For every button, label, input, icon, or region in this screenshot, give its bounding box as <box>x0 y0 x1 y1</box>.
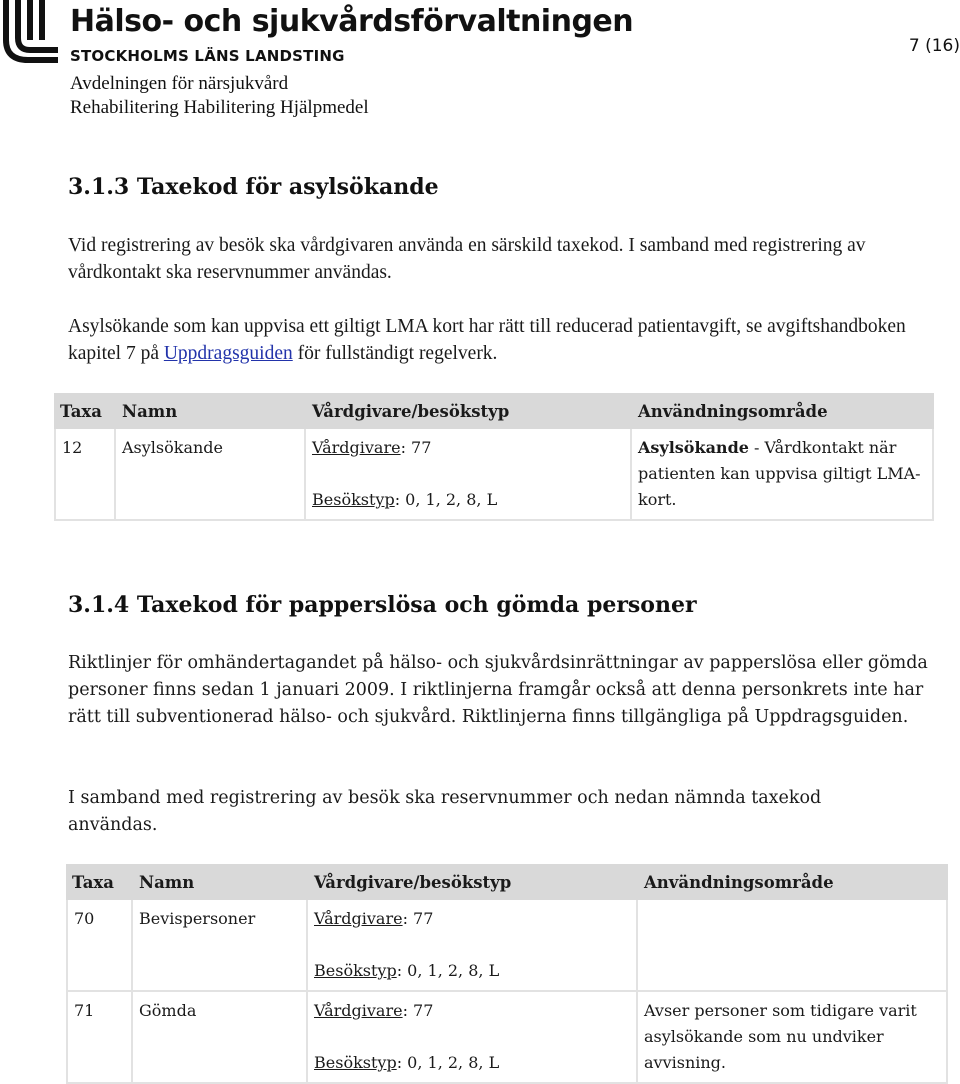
besokstyp-value: : 0, 1, 2, 8, L <box>394 490 498 509</box>
org-name: Hälso- och sjukvårdsförvaltningen <box>70 4 634 39</box>
table-row <box>66 992 948 1084</box>
cell-vardgivare <box>308 992 638 1084</box>
cell-taxa: 71 <box>66 992 133 1084</box>
section-314-paragraph-2: I samband med registrering av besök ska reservnummer och nedan nämnda taxekod användas. <box>68 788 822 835</box>
org-subtitle: STOCKHOLMS LÄNS LANDSTING <box>70 47 345 65</box>
header-vardgivare: Vårdgivare/besökstyp <box>306 393 632 429</box>
paragraph-text: för fullständigt regelverk. <box>292 343 498 364</box>
header-vardgivare: Vårdgivare/besökstyp <box>308 864 638 900</box>
header-namn: Namn <box>116 393 306 429</box>
department-block <box>70 72 369 120</box>
table-header-row <box>66 864 948 900</box>
header-taxa: Taxa <box>54 393 116 429</box>
besokstyp-value: : 0, 1, 2, 8, L <box>396 961 500 980</box>
paragraph-text: Asylsökande som kan uppvisa ett giltigt LMA kort har rätt till reducerad patientavgift, se avgiftshandboken kapitel 7 på <box>68 316 906 364</box>
section-313-paragraph-1: Vid registrering av besök ska vårdgivaren använda en särskild taxekod. I samband med registrering av vårdkontakt ska reservnummer användas. <box>68 235 866 283</box>
anvandning-text: - Vårdkontakt när patienten kan uppvisa giltigt LMA-kort. <box>638 438 921 509</box>
besokstyp-label: Besökstyp <box>312 490 395 509</box>
sll-logo-mark-icon <box>0 0 60 66</box>
cell-anvandningsomrade: Avser personer som tidigare varit asylsökande som nu undviker avvisning. <box>638 992 948 1084</box>
besokstyp-value: : 0, 1, 2, 8, L <box>396 1053 500 1072</box>
cell-vardgivare <box>308 900 638 992</box>
page-number: 7 (16) <box>908 36 960 56</box>
header-taxa: Taxa <box>66 864 133 900</box>
vardgivare-value: : 77 <box>402 909 434 928</box>
vardgivare-label: Vårdgivare <box>314 909 403 928</box>
cell-namn: Bevispersoner <box>133 900 308 992</box>
taxekod-table-papperslosa <box>66 864 948 1084</box>
section-313-paragraph-2 <box>68 313 928 367</box>
section-heading-314: 3.1.4 Taxekod för papperslösa och gömda personer <box>68 592 697 618</box>
taxekod-table-asylsokande <box>54 393 934 521</box>
header-anvandningsomrade: Användningsområde <box>632 393 934 429</box>
department-line-1: Avdelningen för närsjukvård <box>70 73 289 94</box>
besokstyp-label: Besökstyp <box>314 961 397 980</box>
anvandning-bold: Asylsökande <box>638 438 749 457</box>
vardgivare-value: : 77 <box>402 1001 434 1020</box>
sll-logo <box>0 0 634 72</box>
uppdragsguiden-link[interactable]: Uppdragsguiden <box>163 343 293 364</box>
vardgivare-label: Vårdgivare <box>312 438 401 457</box>
cell-anvandningsomrade <box>638 900 948 992</box>
cell-taxa: 12 <box>54 429 116 521</box>
section-314-paragraph-1: Riktlinjer för omhändertagandet på hälso- och sjukvårdsinrättningar av papperslösa eller gömda personer finns sedan 1 januari 2009. I riktlinjerna framgår också att denna personkrets inte har rätt till subventionerad hälso- och sjukvård. Riktlinjerna finns tillgängliga på Uppdragsguiden. <box>68 653 928 727</box>
cell-taxa: 70 <box>66 900 133 992</box>
vardgivare-value: : 77 <box>400 438 432 457</box>
header-anvandningsomrade: Användningsområde <box>638 864 948 900</box>
section-heading-313: 3.1.3 Taxekod för asylsökande <box>68 174 439 200</box>
cell-namn: Gömda <box>133 992 308 1084</box>
table-header-row <box>54 393 934 429</box>
table-row <box>54 429 934 521</box>
besokstyp-label: Besökstyp <box>314 1053 397 1072</box>
table-row <box>66 900 948 992</box>
cell-anvandningsomrade <box>632 429 934 521</box>
department-line-2: Rehabilitering Habilitering Hjälpmedel <box>70 97 369 118</box>
cell-vardgivare <box>306 429 632 521</box>
cell-namn: Asylsökande <box>116 429 306 521</box>
header-namn: Namn <box>133 864 308 900</box>
vardgivare-label: Vårdgivare <box>314 1001 403 1020</box>
